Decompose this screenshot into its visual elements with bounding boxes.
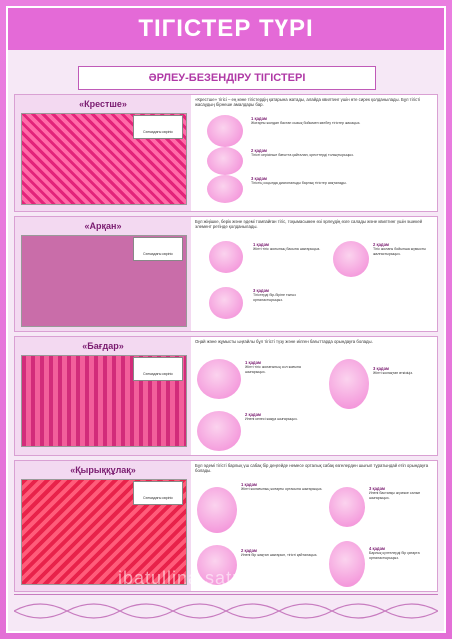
step-text: 1 қадам Жоғарғы жолдан бастап сызық бойымен көлбеу тігістер жасаңыз.: [251, 116, 361, 126]
step-demo: [329, 359, 369, 409]
intro-text: «Крестше» тігісі – ең көне тігістердің қатарына жатады, алайда квилтинг үшін өте сирек қолданылады. Бұл тігісті жасаудың бірнеше амалдары бар.: [195, 97, 421, 108]
step-demo: [209, 287, 243, 319]
step-text: 3 қадам Тігістің соңында диагональды барлық тігістер аяқталады.: [251, 176, 347, 186]
step-text: 3 қадам Тігістерді бір-біріне тығыз орналастырыңыз.: [253, 288, 296, 302]
section-left: [15, 217, 191, 331]
section-krestshe: [14, 94, 438, 212]
mini-illustration: Схемадағы көрініс: [133, 357, 183, 381]
page-title: ТІГІСТЕР ТҮРІ: [8, 8, 444, 50]
step-demo: [207, 147, 243, 175]
section-name: «Қырыққұлақ»: [70, 465, 136, 475]
step-demo: [197, 487, 237, 533]
step-demo: [333, 241, 369, 277]
step-text: 2 қадам Тігіс жолағы бойынша жүмысты жалғастырыңыз.: [373, 242, 427, 256]
intro-text: Бұл әдемі тігісті барлық үш сабақ бір деңгейде немесе орталық сабақ өзгелерден шығып тұратындай етіп орындауға болады.: [195, 463, 429, 474]
step-text: 3 қадам Инені бастапқы жүзекке салып шығарыңыз.: [369, 486, 421, 500]
step-text: 1 қадам Жіпті жолағының жоғарғы ортасына шығарыңыз.: [241, 482, 323, 492]
step-demo: [207, 175, 243, 203]
step-text: 1 қадам Жіпті тігіс жолының басына шығарыңыз.: [253, 242, 321, 252]
section-arkan: [14, 216, 438, 332]
step-text: 2 қадам Инені бір жақтан шығарып, тігісті қайталаңыз.: [241, 548, 318, 558]
step-text: 1 қадам Жіпті тігіс жолағының сол жағына шығарыңыз.: [245, 360, 301, 374]
watermark: ibatullina.satu.kz: [118, 568, 270, 588]
ornament-footer: [14, 594, 438, 627]
step-demo: [207, 115, 243, 147]
section-name: «Крестше»: [79, 99, 127, 109]
section-subtitle: ӘРЛЕУ-БЕЗЕНДІРУ ТІГІСТЕРІ: [78, 66, 376, 90]
intro-text: Бұл жіңішке, берік және әдемі томпайған тігіс, тоқымасымен өзі әрлеудің өзге салады және квилтинг үшін әшекей элемент ретінде қолданылады.: [195, 219, 422, 230]
section-left: [15, 337, 191, 455]
section-left: [15, 95, 191, 211]
mini-illustration: Схемадағы көрініс: [133, 115, 183, 139]
section-name: «Бағдар»: [82, 341, 124, 351]
step-demo: [209, 241, 243, 273]
mini-illustration: Схемадағы көрініс: [133, 481, 183, 505]
step-demo: [197, 411, 241, 451]
step-text: 3 қадам Жіпті жолақтан өткізіңіз.: [373, 366, 413, 376]
step-demo: [329, 541, 365, 587]
step-text: 2 қадам Инені келесі жаққа шығарыңыз.: [245, 412, 298, 422]
section-bagdar: [14, 336, 438, 456]
intro-text: Оңай және жұмысты ыңғайлы бұл тігісті түзу және иілген бағыттарда орындауға болады.: [195, 339, 373, 344]
step-text: 4 қадам Барлық күлтелерді бір қатарға орналастырыңыз.: [369, 546, 420, 560]
step-demo: [197, 359, 241, 399]
section-right: [193, 337, 437, 455]
step-demo: [329, 487, 365, 527]
poster-inner: [6, 6, 446, 633]
mini-illustration: Схемадағы көрініс: [133, 237, 183, 261]
section-right: [193, 95, 437, 211]
section-right: [193, 217, 437, 331]
ornament-icon: [14, 595, 438, 627]
step-text: 2 қадам Тігісті керісінше бағытта қайталап, кресттерді толықтырыңыз.: [251, 148, 354, 158]
section-name: «Арқан»: [84, 221, 122, 231]
